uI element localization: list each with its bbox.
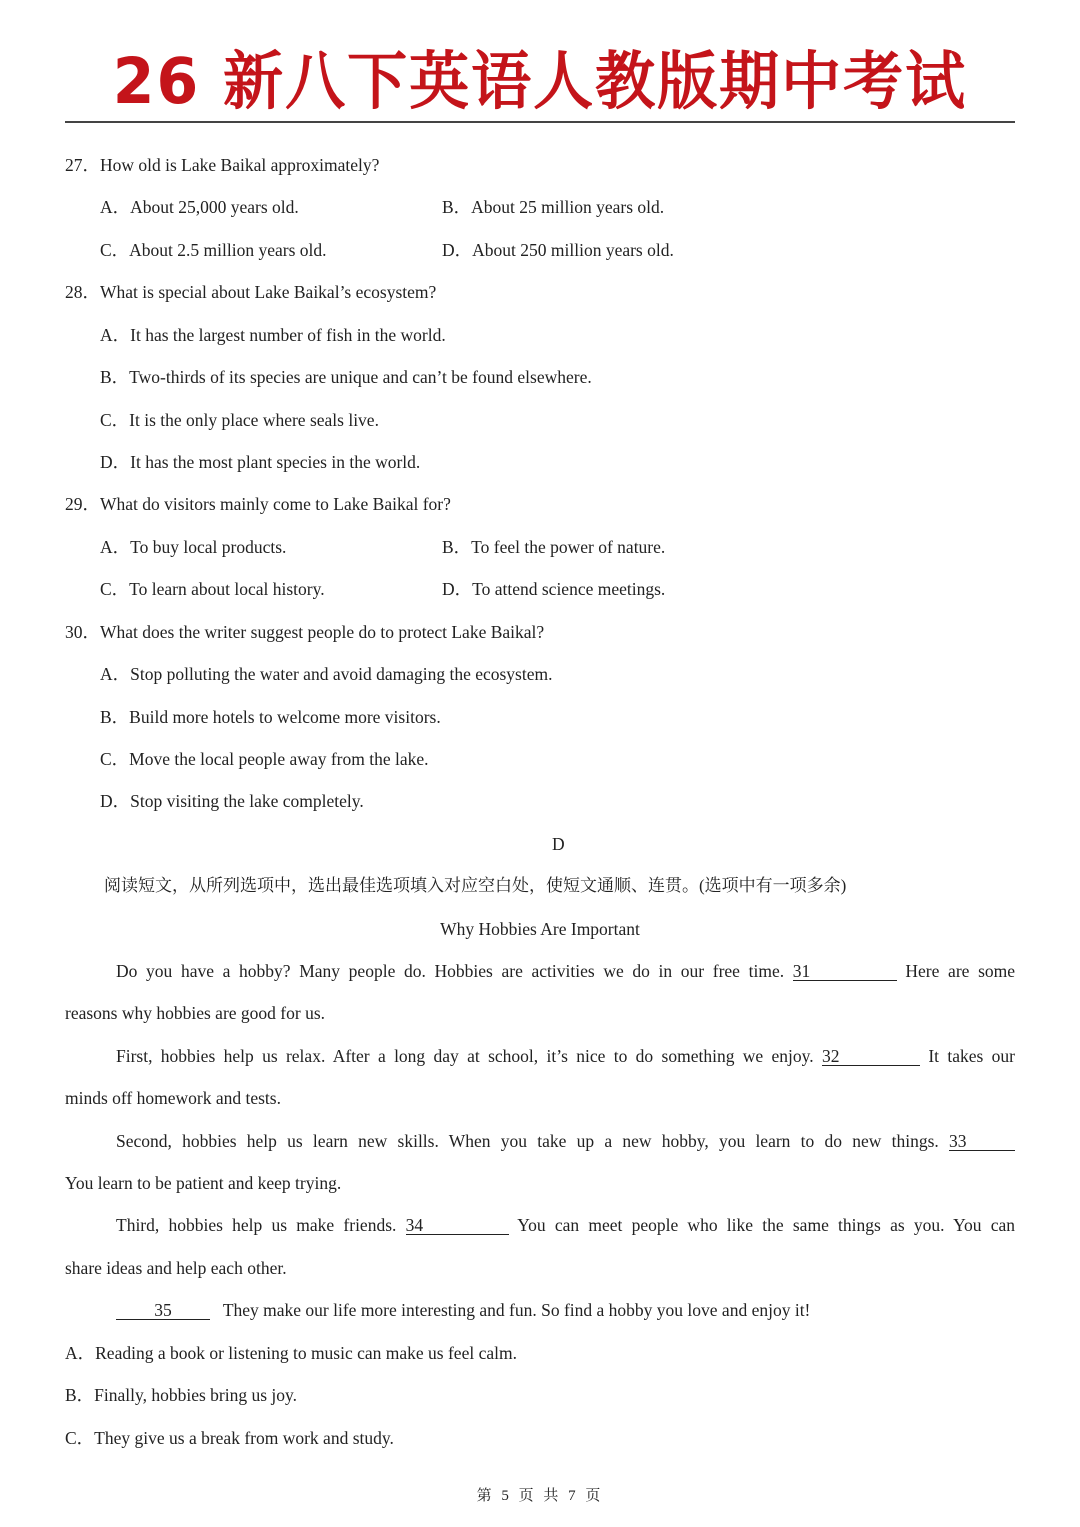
option: B．To feel the power of nature. [442, 537, 666, 557]
passage-line: You learn to be patient and keep trying. [65, 1173, 342, 1193]
option: C．About 2.5 million years old. [100, 240, 327, 260]
section-instruction: 阅读短文，从所列选项中，选出最佳选项填入对应空白处，使短文通顺、连贯。(选项中有一项多余) [104, 876, 847, 895]
question-30-stem: 30．What does the writer suggest people do to protect Lake Baikal? [65, 622, 545, 642]
option: A．It has the largest number of fish in the world. [100, 325, 446, 345]
answer-option: B．Finally, hobbies bring us joy. [65, 1385, 298, 1405]
section-letter: D [552, 834, 565, 854]
passage-title: Why Hobbies Are Important [440, 919, 640, 939]
blank-35[interactable]: 35 [116, 1301, 210, 1320]
option: B．Two-thirds of its species are unique and can’t be found elsewhere. [100, 367, 592, 387]
passage-line: Third, hobbies help us make friends. 34 You can meet people who like the same things as you. You can [116, 1215, 1015, 1235]
passage-line: First, hobbies help us relax. After a long day at school, it’s nice to do something we enjoy. 32 It takes our [116, 1046, 1016, 1066]
blank-31[interactable]: 31 [793, 962, 897, 981]
option: C．Move the local people away from the lake. [100, 749, 429, 769]
option: B．Build more hotels to welcome more visitors. [100, 707, 441, 727]
answer-option: C．They give us a break from work and study. [65, 1428, 394, 1448]
passage-line: Do you have a hobby? Many people do. Hobbies are activities we do in our free time. 31 Here are some [116, 961, 1016, 981]
option: D．To attend science meetings. [442, 579, 666, 599]
passage-line: reasons why hobbies are good for us. [65, 1003, 326, 1023]
question-28-stem: 28．What is special about Lake Baikal’s ecosystem? [65, 282, 437, 302]
question-29-stem: 29．What do visitors mainly come to Lake Baikal for? [65, 494, 451, 514]
option: C．To learn about local history. [100, 579, 325, 599]
page-number: 第 5 页 共 7 页 [476, 1488, 604, 1504]
option: A．Stop polluting the water and avoid damaging the ecosystem. [100, 664, 553, 684]
passage-line: 35 They make our life more interesting and fun. So find a hobby you love and enjoy it! [116, 1299, 810, 1321]
option: C．It is the only place where seals live. [100, 410, 379, 430]
blank-33[interactable]: 33 [949, 1132, 1015, 1151]
option: D．About 250 million years old. [442, 240, 674, 260]
passage-line: minds off homework and tests. [65, 1088, 281, 1108]
option: D．Stop visiting the lake completely. [100, 791, 364, 811]
passage-line: Second, hobbies help us learn new skills. When you take up a new hobby, you learn to do new things. 33 [116, 1130, 1015, 1152]
option: A．To buy local products. [100, 537, 287, 557]
header-divider [65, 121, 1015, 123]
option: B．About 25 million years old. [442, 197, 665, 217]
question-27-stem: 27．How old is Lake Baikal approximately? [65, 155, 380, 175]
passage-line: share ideas and help each other. [65, 1258, 287, 1278]
option: D．It has the most plant species in the world. [100, 452, 421, 472]
blank-34[interactable]: 34 [406, 1216, 509, 1235]
blank-32[interactable]: 32 [822, 1047, 920, 1066]
exam-title: 26 新八下英语人教版期中考试 [112, 45, 968, 119]
answer-option: A．Reading a book or listening to music can make us feel calm. [65, 1343, 517, 1363]
option: A．About 25,000 years old. [100, 197, 299, 217]
